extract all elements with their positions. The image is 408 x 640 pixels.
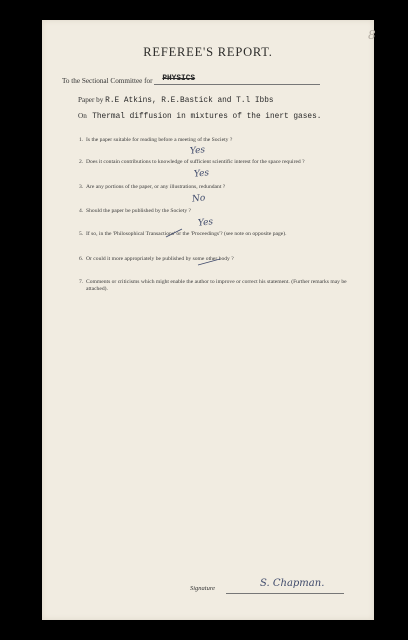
paper-authors: R.E Atkins, R.E.Bastick and T.l Ibbs bbox=[105, 97, 274, 105]
question-6: 6. Or could it more appropriately be published by some other body ? bbox=[79, 256, 234, 262]
answer-2: Yes bbox=[193, 168, 210, 180]
signature-line bbox=[226, 593, 344, 594]
pen-stroke-other-body bbox=[198, 259, 220, 265]
referee-report-sheet bbox=[42, 20, 374, 620]
paper-by-label: Paper by bbox=[78, 96, 104, 104]
pen-stroke-proceedings bbox=[166, 229, 182, 237]
question-5: 5. If so, in the 'Philosophical Transactions' or the 'Proceedings'? (see note on opposite page). bbox=[79, 231, 287, 237]
on-label: On bbox=[78, 112, 87, 120]
paper-subject: Thermal diffusion in mixtures of the inert gases. bbox=[92, 113, 322, 121]
signature-label: Signature bbox=[190, 585, 216, 592]
paper-by-row bbox=[78, 96, 274, 105]
page-title: REFEREE'S REPORT. bbox=[143, 45, 273, 59]
committee-row bbox=[62, 77, 320, 85]
question-1: 1. Is the paper suitable for reading before a meeting of the Society ? bbox=[79, 137, 233, 143]
question-3: 3. Are any portions of the paper, or any illustrations, redundant ? bbox=[79, 184, 226, 190]
answer-1: Yes bbox=[189, 145, 206, 157]
question-7: 7. Comments or criticisms which might enable the author to improve or correct his statement. (Further remarks may be attached). bbox=[79, 279, 347, 292]
page-number: 8 bbox=[368, 28, 376, 42]
answer-5: Yes bbox=[197, 217, 214, 229]
answer-3: No bbox=[191, 193, 206, 205]
subject-row bbox=[78, 112, 321, 121]
signature-handwriting: S. Chapman. bbox=[260, 578, 325, 589]
question-4: 4. Should the paper be published by the Society ? bbox=[79, 208, 192, 214]
question-2: 2. Does it contain contributions to knowledge of sufficient scientific interest for the space required ? bbox=[79, 159, 305, 165]
pen-marks bbox=[160, 225, 360, 265]
committee-rule bbox=[154, 75, 320, 85]
committee-value: PHYSICS bbox=[162, 75, 196, 83]
committee-label: To the Sectional Committee for bbox=[62, 77, 153, 85]
